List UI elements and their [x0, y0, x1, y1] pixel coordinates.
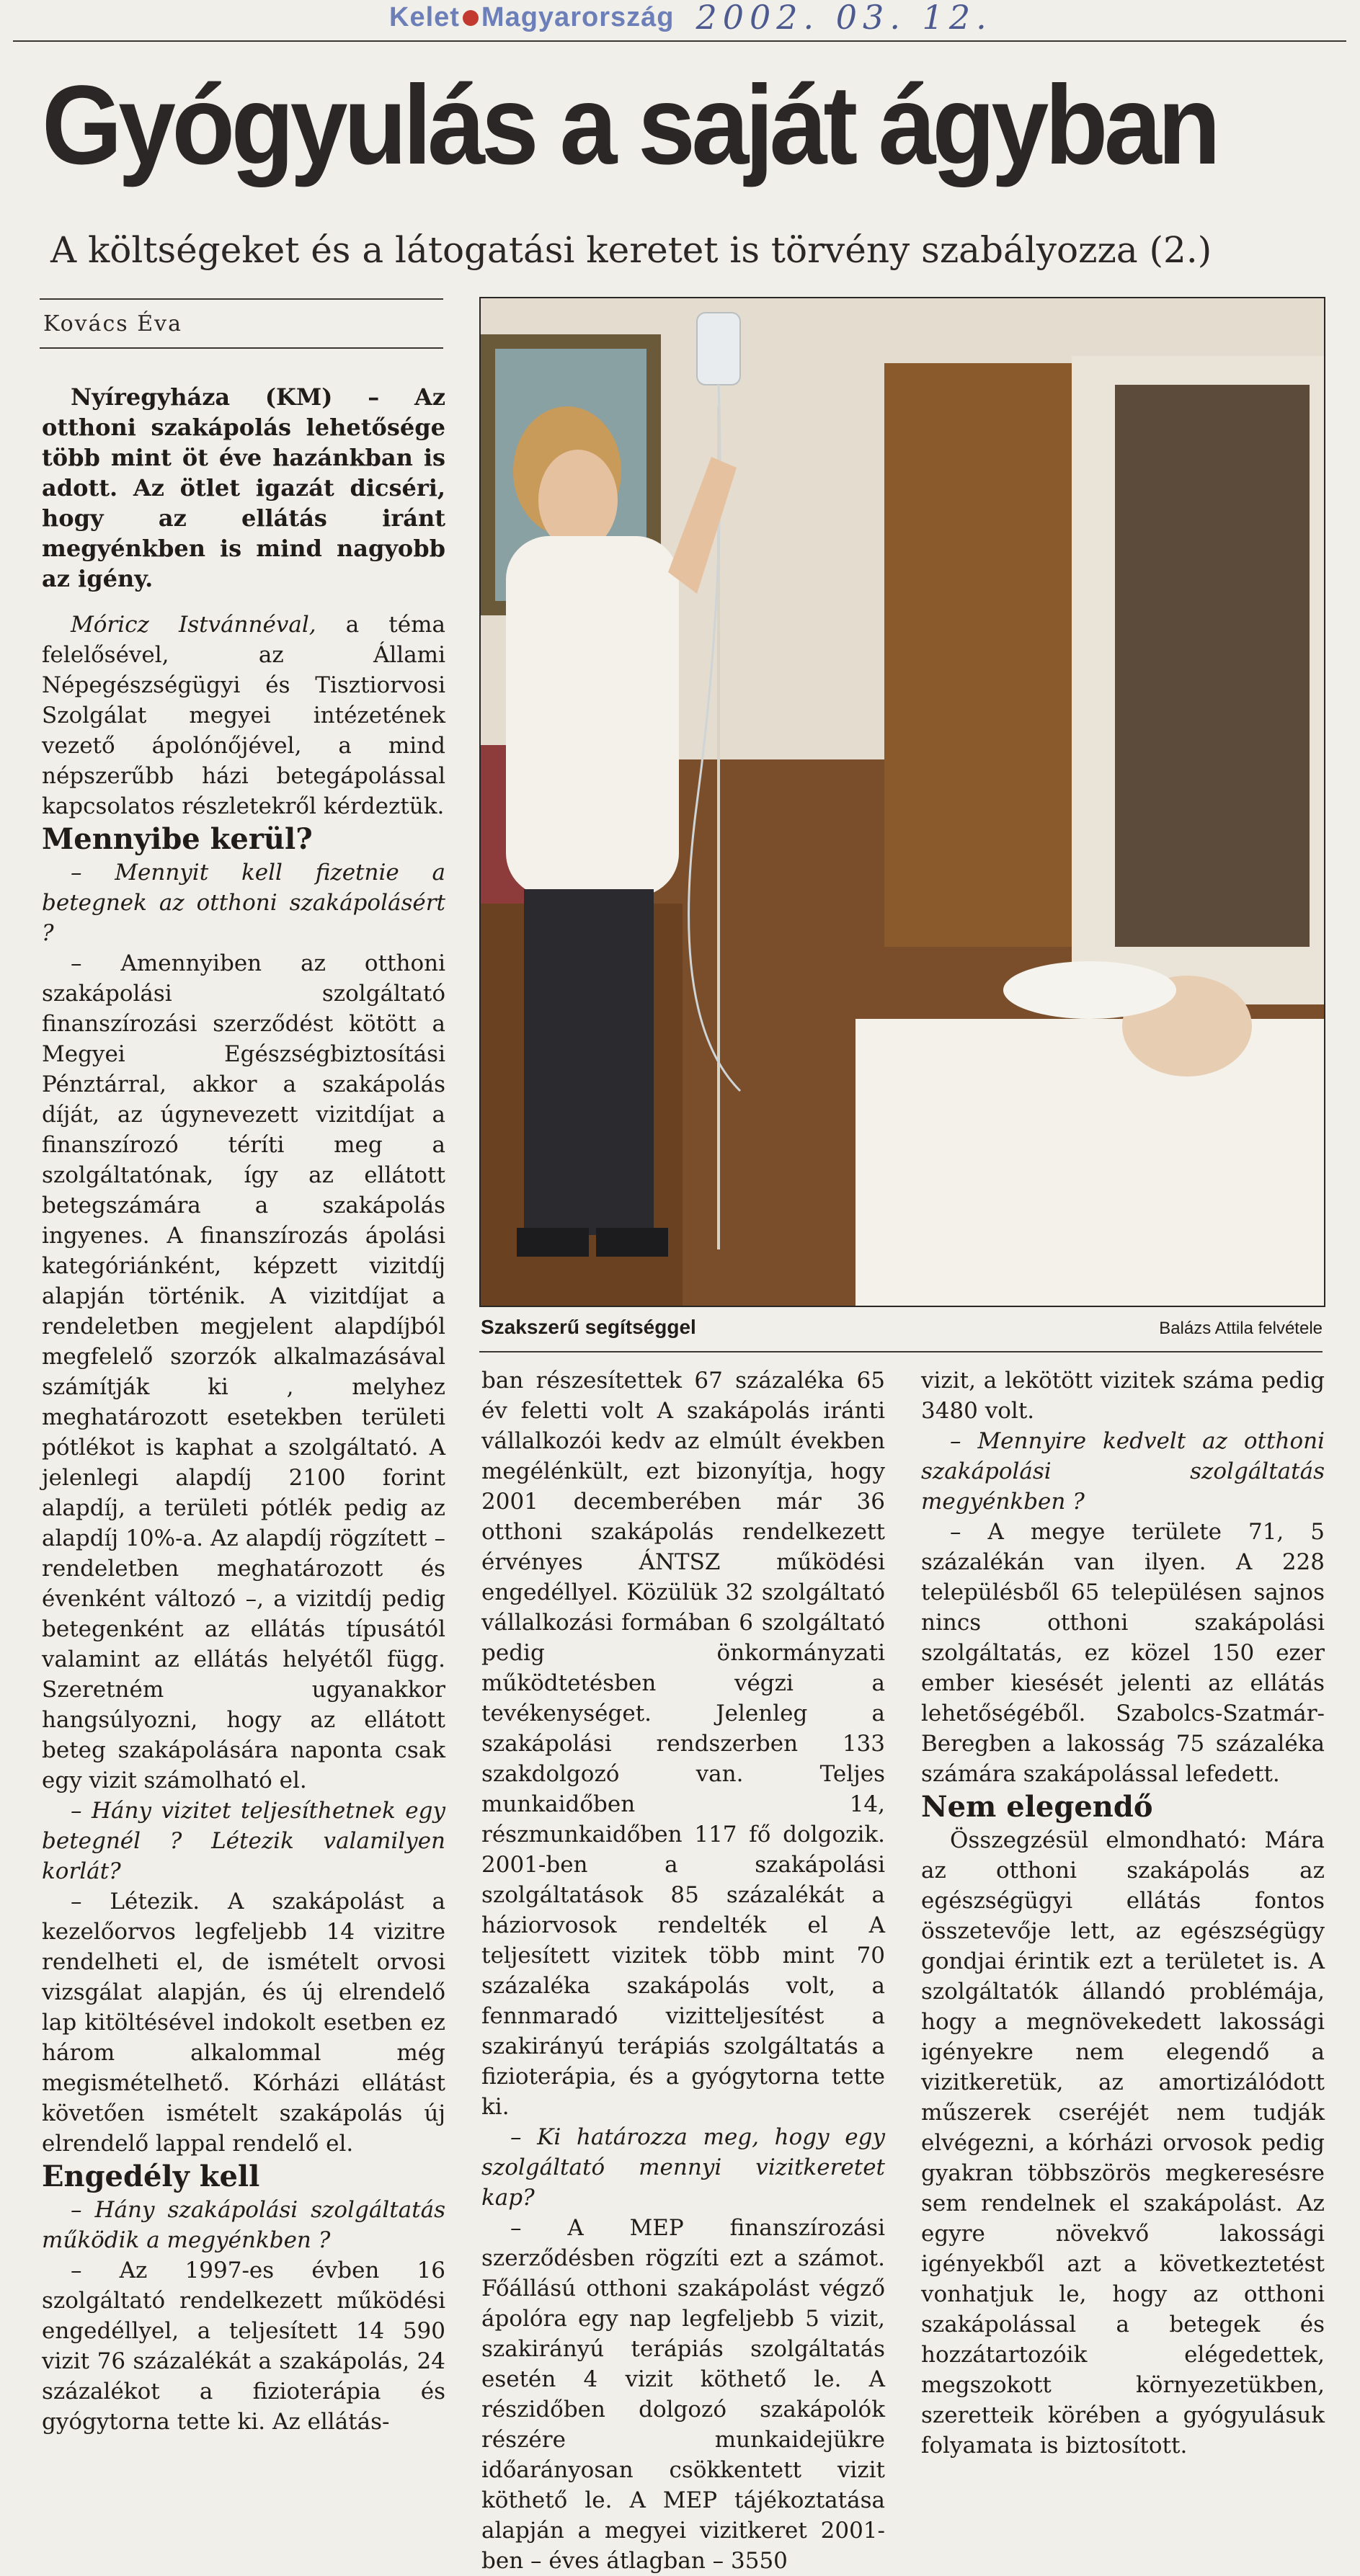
answer-cost: – Amennyiben az otthoni szakápolási szolgáltató finanszírozási szerződést kötött a Megyei Egészségbiztosítási Pénztárral, akkor a szakápolás díját, az úgynevezett vizitdíjat a finanszírozó téríti meg a szolgáltatónak, így az ellátott betegszámára a szakápolás ingyenes. A finanszírozás ápolási kategóriánként, képzett vizitdíj alapján történik. A vizitdíjat a rendeletben megjelent alapdíjból megfelelő szorzók alkalmazásával számítják ki , melyhez meghatározott esetekben területi pótlékot is kaphat a szolgáltató. A jelenlegi alapdíj 2100 forint alapdíj, a területi pótlék pedig az alapdíj 10%-a. Az alapdíj rögzített – rendeletben meghatározott és évenként változó –, a vizitdíj pedig betegenként az ellátás típusától valamint az ellátás helyétől függ. Szeretném ugyanakkor hangsúlyozni, hogy az ellátott beteg szakápolására naponta csak egy vizit számolható el.	[42, 950, 445, 1793]
subhead: A költségeket és a látogatási keretet is törvény szabályozza (2.)	[50, 229, 1212, 271]
lead-paragraph: Nyíregyháza (KM) – Az otthoni szakápolás lehetősége több mint öt éve hazánkban is adott. Az ötlet igazát dicséri, hogy az ellátás iránt megyénkben is mind nagyobb az igény.	[42, 383, 445, 592]
headline: Gyógyulás a saját ágyban	[42, 63, 1217, 188]
column-3	[921, 1365, 1325, 2461]
top-rule	[13, 40, 1346, 42]
intro-text: a téma felelősével, az Állami Népegészségügyi és Tisztiorvosi Szolgálat megyei intézetének vezető ápolónőjével, a mind népszerűbb házi betegápolással kapcsolatos részletekről kérdeztük.	[42, 612, 445, 819]
answer-license-continued: ban részesítettek 67 százaléka 65 év feletti volt A szakápolás iránti vállalkozói kedv az elmúlt években megélénkült, ezt bizonyítja, hogy 2001 decemberében már 36 otthoni szakápolás rendelkezett érvényes ÁNTSZ működési engedéllyel. Közülük 32 szolgáltató vállalkozási formában 6 szolgáltató pedig önkormányzati működtetésben végzi a tevékenységet. Jelenleg a szakápolási rendszerben 133 szakdolgozó van. Teljes munkaidőben 14, részmunkaidőben 117 fő dolgozik. 2001-ben a szakápolási szolgáltatások 85 százalékát a háziorvosok rendelték el A teljesített vizitek több mint 70 százaléka szakápolás volt, a fennmaradó vizitteljesítést a szakirányú terápiás szolgáltatás a fizioterápia, és a gyógytorna tette ki.	[481, 1368, 885, 2120]
intro-paragraph	[42, 610, 445, 821]
interviewee-name: Móricz Istvánnéval,	[71, 612, 316, 638]
article-photo	[479, 297, 1325, 1307]
handwritten-date: 2002. 03. 12.	[695, 0, 992, 37]
question-cost: – Mennyit kell fizetnie a betegnek az otthoni szakápolásért ?	[42, 860, 445, 946]
answer-limit: – A MEP finanszírozási szerződésben rögzíti ezt a számot. Főállású otthoni szakápolást végző ápolóra egy nap legfeljebb 5 vizit, szakirányú terápiás szolgáltatás esetén 4 vizit köthető le. A részidőben dolgozó szakápolók részére munkaidejükre időarányosan csökkentett vizit köthető le. A MEP tájékoztatása alapján a megyei vizitkeret 2001-ben – éves átlagban – 3550	[481, 2215, 885, 2574]
question-popular: – Mennyire kedvelt az otthoni szakápolási szolgáltatás megyénkben ?	[921, 1428, 1325, 1515]
logo-emblem-icon	[463, 10, 479, 26]
masthead	[389, 0, 1110, 35]
caption-rule	[479, 1351, 1323, 1352]
byline-rule-bottom	[40, 347, 443, 349]
answer-limit-continued: vizit, a lekötött vizitek száma pedig 3480 volt.	[921, 1368, 1325, 1424]
logo-text-right: Magyarország	[481, 1, 675, 32]
section-heading-cost: Mennyibe kerül?	[42, 822, 313, 856]
conclusion-paragraph: Összegzésül elmondható: Mára az otthoni szakápolás az egészségügyi ellátás fontos összetevője lett, az egészségügy gondjai érintik ezt a területet is. A szolgáltatók állandó problémája, hogy a megnövekedett lakossági igényekre nem elegendő a vizitkeretük, az amortizálódott műszerek cseréjét nem tudják elvégezni, a kórházi orvosok pedig gyakran többszörös megkeresésre sem rendelnek el szakápolást. Az egyre növekvő lakossági igényekből azt a következtetést vonhatjuk le, hogy az otthoni szakápolással a betegek és hozzátartozóik elégedettek, megszokott környezetükben, szeretteik körében a gyógyulásuk folyamata is biztosított.	[921, 1827, 1325, 2459]
column-2	[481, 1365, 885, 2576]
byline-rule-top	[40, 298, 443, 300]
logo-text-left: Kelet	[389, 1, 460, 32]
photo-credit: Balázs Attila felvétele	[1159, 1319, 1323, 1338]
answer-visits: – Létezik. A szakápolást a kezelőorvos legfeljebb 14 vizitre rendelheti el, de ismételt orvosi vizsgálat alapján, és új elrendelő lap kitöltésével indokolt esetben ez három alkalommal még megismételhető. Kórházi ellátást követően ismételt szakápolás új elrendelő lappal rendelő el.	[42, 1889, 445, 2157]
question-license: – Hány szakápolási szolgáltatás működik a megyénkben ?	[42, 2197, 445, 2253]
answer-popular: – A megye területe 71, 5 százalékán van ilyen. A 228 településből 65 településen sajnos nincs otthoni szakápolási szolgáltatás, ez közel 150 ezer ember kiesését jelenti az ellátás lehetőségéből. Szabolcs-Szatmár-Beregben a lakosság 75 százaléka számára szakápolással lefedett.	[921, 1519, 1325, 1787]
answer-license: – Az 1997-es évben 16 szolgáltató rendelkezett működési engedéllyel, a teljesített 14 590 vizit 76 százalékát a szakápolás, 24 százalékot a fizioterápia és gyógytorna tette ki. Az ellátás-	[42, 2258, 445, 2435]
column-1	[42, 382, 445, 2437]
photo-caption: Szakszerű segítséggel	[481, 1316, 696, 1338]
section-heading-license: Engedély kell	[42, 2160, 260, 2193]
byline: Kovács Éva	[43, 311, 182, 337]
question-visits: – Hány vizitet teljesíthetnek egy betegnél ? Létezik valamilyen korlát?	[42, 1798, 445, 1884]
photo-nurse-with-iv-drip	[481, 298, 1324, 1306]
newspaper-logo	[389, 2, 674, 33]
question-limit: – Ki határozza meg, hogy egy szolgáltató mennyi vizitkeretet kap?	[481, 2124, 885, 2211]
section-heading-enough: Nem elegendő	[921, 1790, 1153, 1824]
